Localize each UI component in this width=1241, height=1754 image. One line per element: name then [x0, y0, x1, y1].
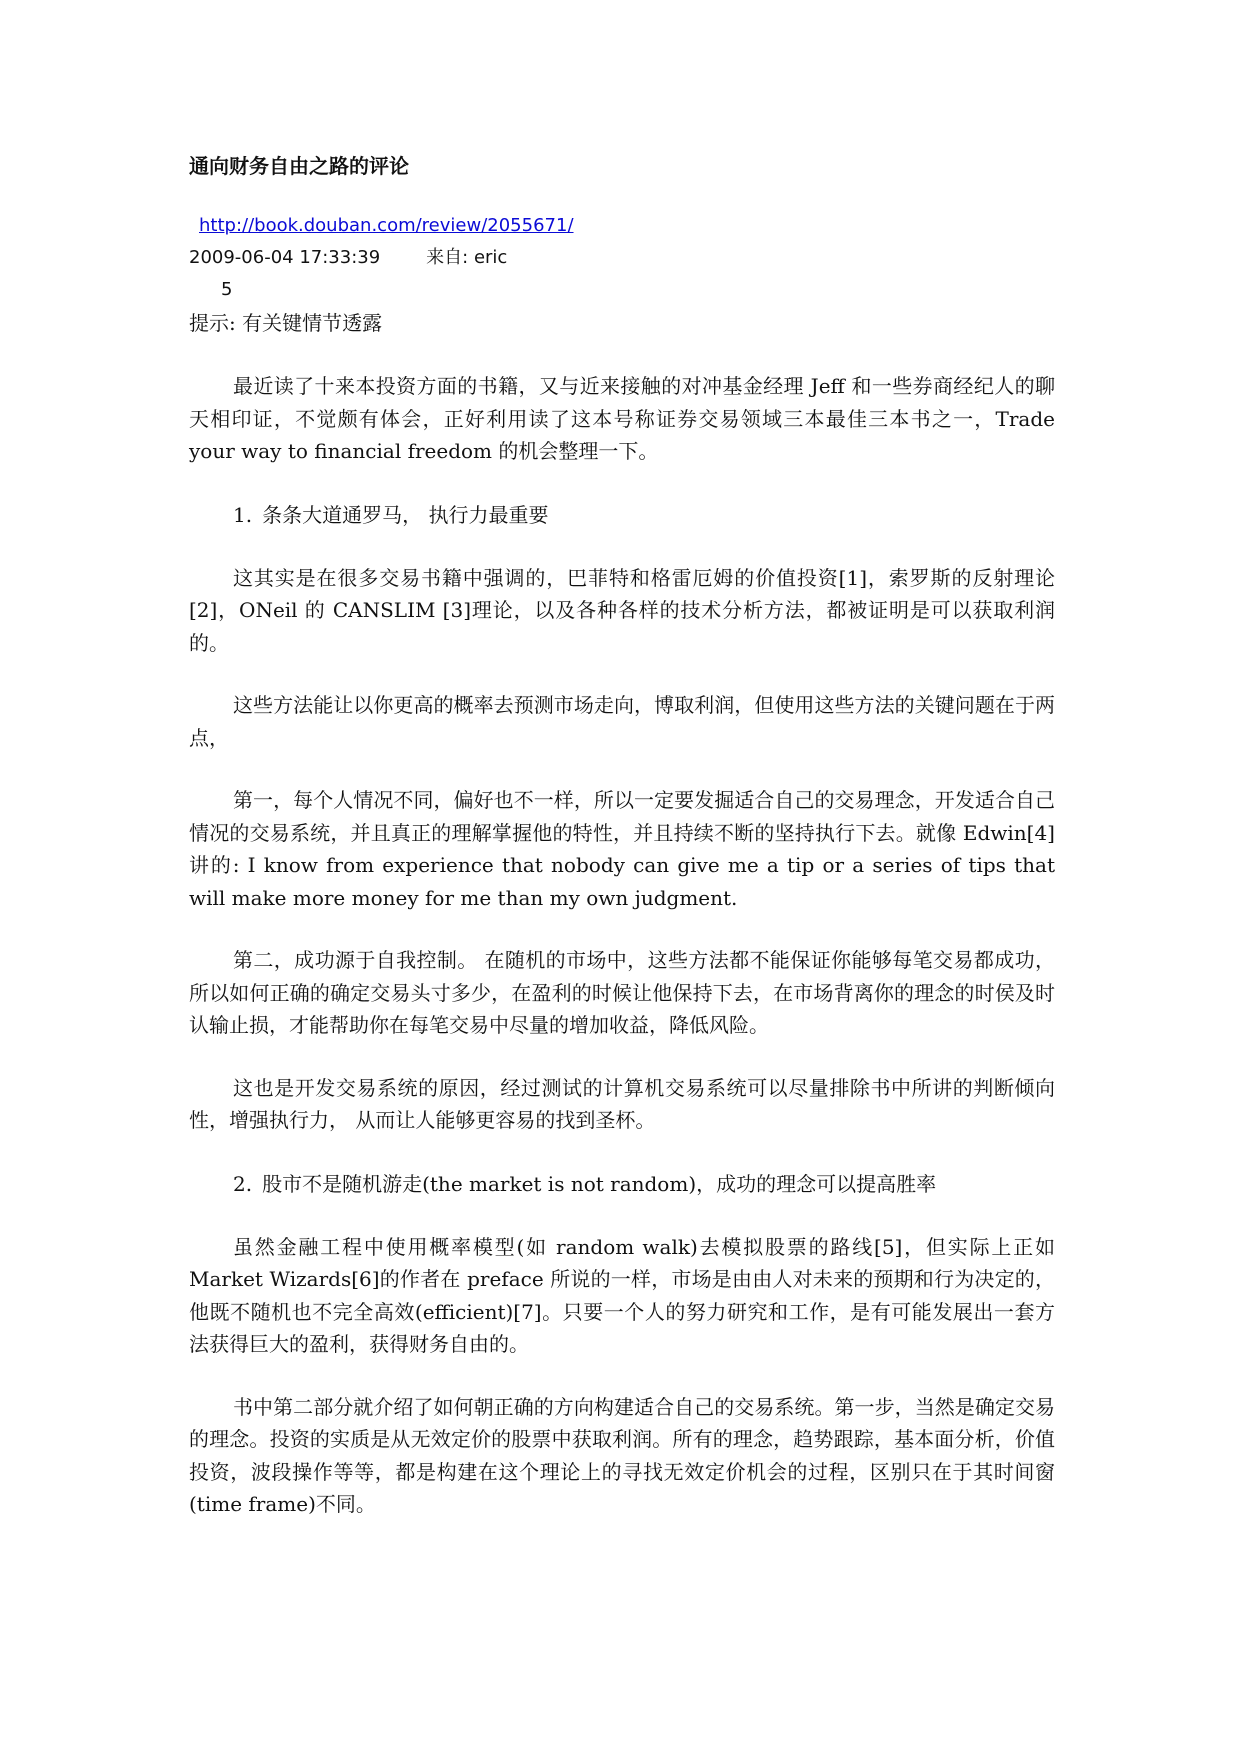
- section-1-paragraph: 这其实是在很多交易书籍中强调的，巴菲特和格雷厄姆的价值投资[1]，索罗斯的反射理论[2]，ONeil 的 CANSLIM [3]理论，以及各种各样的技术分析方法，都被证明是可以获取利润的。: [189, 565, 1055, 655]
- page-title: 通向财务自由之路的评论: [189, 154, 409, 178]
- spoiler-hint: 提示: 有关键情节透露: [189, 311, 383, 335]
- section-1-paragraph: 这也是开发交易系统的原因，经过测试的计算机交易系统可以尽量排除书中所讲的判断倾向性，增强执行力， 从而让人能够更容易的找到圣杯。: [189, 1075, 1055, 1132]
- intro-paragraph: 最近读了十来本投资方面的书籍，又与近来接触的对冲基金经理 Jeff 和一些券商经纪人的聊天相印证，不觉颇有体会，正好利用读了这本号称证券交易领域三本最佳三本书之一，Trade your way to financial freedom 的机会整理一下。: [189, 374, 1055, 463]
- url-line: [189, 210, 1055, 242]
- timestamp: 2009-06-04 17:33:39: [189, 247, 381, 268]
- section-1-heading: [189, 498, 1055, 532]
- author-label: 来自: eric: [426, 247, 508, 268]
- section-1-paragraph: 这些方法能让以你更高的概率去预测市场走向，博取利润，但使用这些方法的关键问题在于两点，: [189, 693, 1055, 750]
- review-link[interactable]: http://book.douban.com/review/2055671/: [199, 215, 574, 236]
- section-2-heading: [189, 1167, 1055, 1201]
- section-2-number: 2.: [233, 1171, 253, 1196]
- section-1-paragraph: 第一，每个人情况不同，偏好也不一样，所以一定要发掘适合自己的交易理念，开发适合自己情况的交易系统，并且真正的理解掌握他的特性，并且持续不断的坚持执行下去。就像 Edwin[4]讲的: I know from experience that nobody can give me a tip or a series of tips that will make more money for me than my own judgment.: [189, 788, 1055, 910]
- section-1-title: 条条大道通罗马， 执行力最重要: [262, 502, 549, 527]
- section-2-paragraph: 虽然金融工程中使用概率模型(如 random walk)去模拟股票的路线[5]，但实际上正如 Market Wizards[6]的作者在 preface 所说的一样，市场是由由人对未来的预期和行为决定的，他既不随机也不完全高效(efficient)[7]。只要一个人的努力研究和工作，是有可能发展出一套方法获得巨大的盈利，获得财务自由的。: [189, 1234, 1055, 1356]
- meta-line: [189, 242, 1055, 274]
- section-1-paragraph: 第二，成功源于自我控制。 在随机的市场中，这些方法都不能保证你能够每笔交易都成功，所以如何正确的确定交易头寸多少，在盈利的时候让他保持下去，在市场背离你的理念的时侯及时认输止损，才能帮助你在每笔交易中尽量的增加收益，降低风险。: [189, 948, 1055, 1037]
- rating-value: 5: [221, 279, 233, 300]
- section-2-title: 股市不是随机游走(the market is not random)，成功的理念可以提高胜率: [262, 1171, 937, 1196]
- section-2-paragraph: 书中第二部分就介绍了如何朝正确的方向构建适合自己的交易系统。第一步，当然是确定交易的理念。投资的实质是从无效定价的股票中获取利润。所有的理念，趋势跟踪，基本面分析，价值投资，波段操作等等，都是构建在这个理论上的寻找无效定价机会的过程，区别只在于其时间窗(time frame)不同。: [189, 1394, 1055, 1516]
- review-body: [189, 150, 1055, 1521]
- section-1-number: 1.: [233, 502, 253, 527]
